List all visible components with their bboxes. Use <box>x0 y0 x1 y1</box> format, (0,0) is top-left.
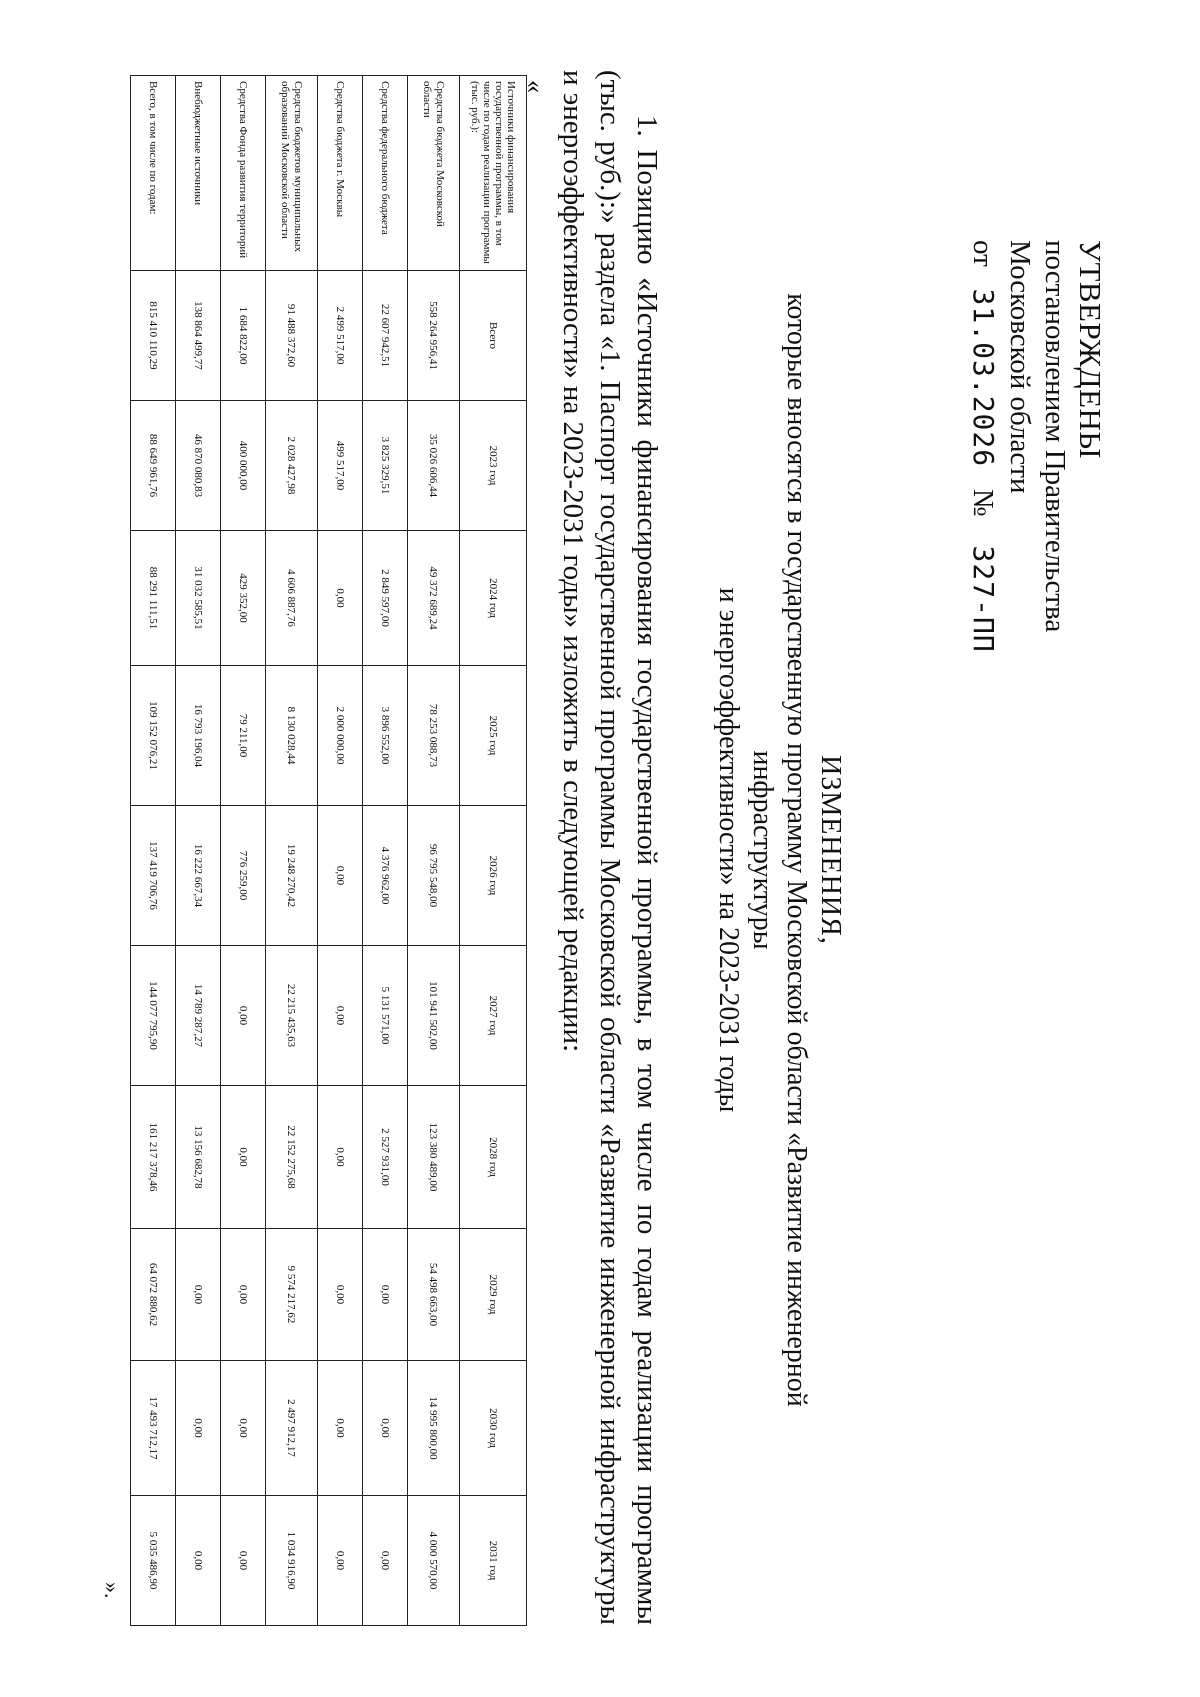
row-label: Средства федерального бюджета <box>363 76 408 271</box>
cell-value: 101 941 502,00 <box>408 946 460 1086</box>
row-label: Внебюджетные источники <box>176 76 221 271</box>
table-row <box>176 76 221 1626</box>
cell-value: 88 649 961,76 <box>131 401 176 531</box>
cell-value: 54 498 663,00 <box>408 1229 460 1361</box>
cell-value: 2 849 597,00 <box>363 531 408 666</box>
header-year: 2029 год <box>460 1229 527 1361</box>
cell-value: 2 497 912,17 <box>266 1361 318 1496</box>
table-row <box>408 76 460 1626</box>
cell-value: 78 253 088,73 <box>408 666 460 806</box>
cell-value: 0,00 <box>318 806 363 946</box>
header-year: 2030 год <box>460 1361 527 1496</box>
row-label: Средства бюджетов муниципальных образований Московской области <box>266 76 318 271</box>
cell-value: 137 419 706,76 <box>131 806 176 946</box>
cell-value: 14 789 287,27 <box>176 946 221 1086</box>
cell-value: 558 264 956,41 <box>408 271 460 401</box>
cell-value: 96 795 548,00 <box>408 806 460 946</box>
header-year: 2023 год <box>460 401 527 531</box>
document-heading <box>711 240 847 1460</box>
header-year: 2028 год <box>460 1086 527 1229</box>
closing-quote-mark: ». <box>100 1582 125 1599</box>
table-row <box>318 76 363 1626</box>
cell-value: 123 380 489,00 <box>408 1086 460 1229</box>
cell-value: 8 130 028,44 <box>266 666 318 806</box>
cell-value: 0,00 <box>318 1361 363 1496</box>
cell-value: 0,00 <box>176 1496 221 1626</box>
cell-value: 161 217 378,46 <box>131 1086 176 1229</box>
cell-value: 0,00 <box>318 1229 363 1361</box>
cell-value: 5 035 486,90 <box>131 1496 176 1626</box>
cell-value: 88 291 111,51 <box>131 531 176 666</box>
cell-value: 3 825 329,51 <box>363 401 408 531</box>
row-label: Средства Фонда развития территорий <box>221 76 266 271</box>
header-year: 2025 год <box>460 666 527 806</box>
cell-value: 1 034 916,90 <box>266 1496 318 1626</box>
cell-value: 400 000,00 <box>221 401 266 531</box>
document-subtitle-line1: которые вносятся в государственную программу Московской области «Развитие инженерной инфраструктуры <box>747 293 812 1407</box>
row-label: Средства бюджета г. Москвы <box>318 76 363 271</box>
table-row <box>266 76 318 1626</box>
cell-value: 0,00 <box>318 1086 363 1229</box>
cell-value: 138 864 499,77 <box>176 271 221 401</box>
cell-value: 1 684 822,00 <box>221 271 266 401</box>
header-year: 2026 год <box>460 806 527 946</box>
header-year: 2031 год <box>460 1496 527 1626</box>
cell-value: 14 995 800,00 <box>408 1361 460 1496</box>
cell-value: 31 032 585,51 <box>176 531 221 666</box>
opening-quote-mark: « <box>521 80 550 93</box>
cell-value: 35 026 606,44 <box>408 401 460 531</box>
cell-value: 2 499 517,00 <box>318 271 363 401</box>
approval-date: 31.03.2026 <box>967 288 1000 468</box>
approval-date-line <box>964 240 1002 840</box>
cell-value: 4 606 887,76 <box>266 531 318 666</box>
cell-value: 17 493 712,17 <box>131 1361 176 1496</box>
cell-value: 16 222 667,34 <box>176 806 221 946</box>
table-header-row <box>460 76 527 1626</box>
cell-value: 3 896 552,00 <box>363 666 408 806</box>
cell-value: 9 574 217,62 <box>266 1229 318 1361</box>
cell-value: 4 000 570,00 <box>408 1496 460 1626</box>
cell-value: 19 248 270,42 <box>266 806 318 946</box>
cell-value: 109 152 076,21 <box>131 666 176 806</box>
cell-value: 13 156 682,78 <box>176 1086 221 1229</box>
cell-value: 64 072 880,62 <box>131 1229 176 1361</box>
cell-value: 429 352,00 <box>221 531 266 666</box>
cell-value: 0,00 <box>318 531 363 666</box>
cell-value: 5 131 571,00 <box>363 946 408 1086</box>
financing-table <box>130 75 527 1626</box>
table-row <box>363 76 408 1626</box>
cell-value: 0,00 <box>363 1361 408 1496</box>
cell-value: 4 376 962,00 <box>363 806 408 946</box>
cell-value: 0,00 <box>221 1229 266 1361</box>
cell-value: 49 372 689,24 <box>408 531 460 666</box>
approval-region: Московской области <box>1004 240 1036 494</box>
cell-value: 144 077 795,90 <box>131 946 176 1086</box>
intro-paragraph: 1. Позицию «Источники финансирования государственной программы, в том числе по годам реализации программы (тыс. руб.):» раздела «1. Паспорт государственной программы Московской области «Развитие инженерной инфраструктуры и энергоэффективности» на 2023-2031 годы» изложить в следующей редакции: <box>557 70 663 1625</box>
header-total: Всего <box>460 271 527 401</box>
cell-value: 815 410 110,29 <box>131 271 176 401</box>
table-total-row <box>131 76 176 1626</box>
header-source: Источники финансирования государственной программы, в том числе по годам реализации программы (тыс. руб.): <box>460 76 527 271</box>
header-year: 2024 год <box>460 531 527 666</box>
cell-value: 22 215 435,63 <box>266 946 318 1086</box>
cell-value: 22 152 275,68 <box>266 1086 318 1229</box>
cell-value: 0,00 <box>363 1229 408 1361</box>
cell-value: 79 211,00 <box>221 666 266 806</box>
number-prefix: № <box>967 488 999 517</box>
cell-value: 0,00 <box>221 1496 266 1626</box>
document-title: ИЗМЕНЕНИЯ, <box>815 755 846 945</box>
cell-value: 776 259,00 <box>221 806 266 946</box>
cell-value: 0,00 <box>318 1496 363 1626</box>
cell-value: 0,00 <box>221 1361 266 1496</box>
cell-value: 46 870 080,83 <box>176 401 221 531</box>
cell-value: 22 607 942,51 <box>363 271 408 401</box>
approval-number: 327-ПП <box>967 545 1000 653</box>
header-year: 2027 год <box>460 946 527 1086</box>
cell-value: 2 028 427,98 <box>266 401 318 531</box>
table-row <box>221 76 266 1626</box>
cell-value: 0,00 <box>318 946 363 1086</box>
cell-value: 0,00 <box>176 1361 221 1496</box>
cell-value: 0,00 <box>176 1229 221 1361</box>
cell-value: 0,00 <box>221 946 266 1086</box>
date-prefix: от <box>967 240 999 267</box>
cell-value: 2 527 931,00 <box>363 1086 408 1229</box>
document-subtitle-line2: и энергоэффективности» на 2023-2031 годы <box>713 587 744 1113</box>
cell-value: 0,00 <box>363 1496 408 1626</box>
cell-value: 16 793 196,04 <box>176 666 221 806</box>
approval-issuer: постановлением Правительства <box>1039 240 1071 633</box>
cell-value: 2 000 000,00 <box>318 666 363 806</box>
row-label: Всего, в том числе по годам: <box>131 76 176 271</box>
approval-title: УТВЕРЖДЕНЫ <box>1073 240 1108 459</box>
approval-stamp <box>964 240 1108 840</box>
row-label: Средства бюджета Московской области <box>408 76 460 271</box>
cell-value: 0,00 <box>221 1086 266 1229</box>
cell-value: 91 488 372,60 <box>266 271 318 401</box>
cell-value: 499 517,00 <box>318 401 363 531</box>
